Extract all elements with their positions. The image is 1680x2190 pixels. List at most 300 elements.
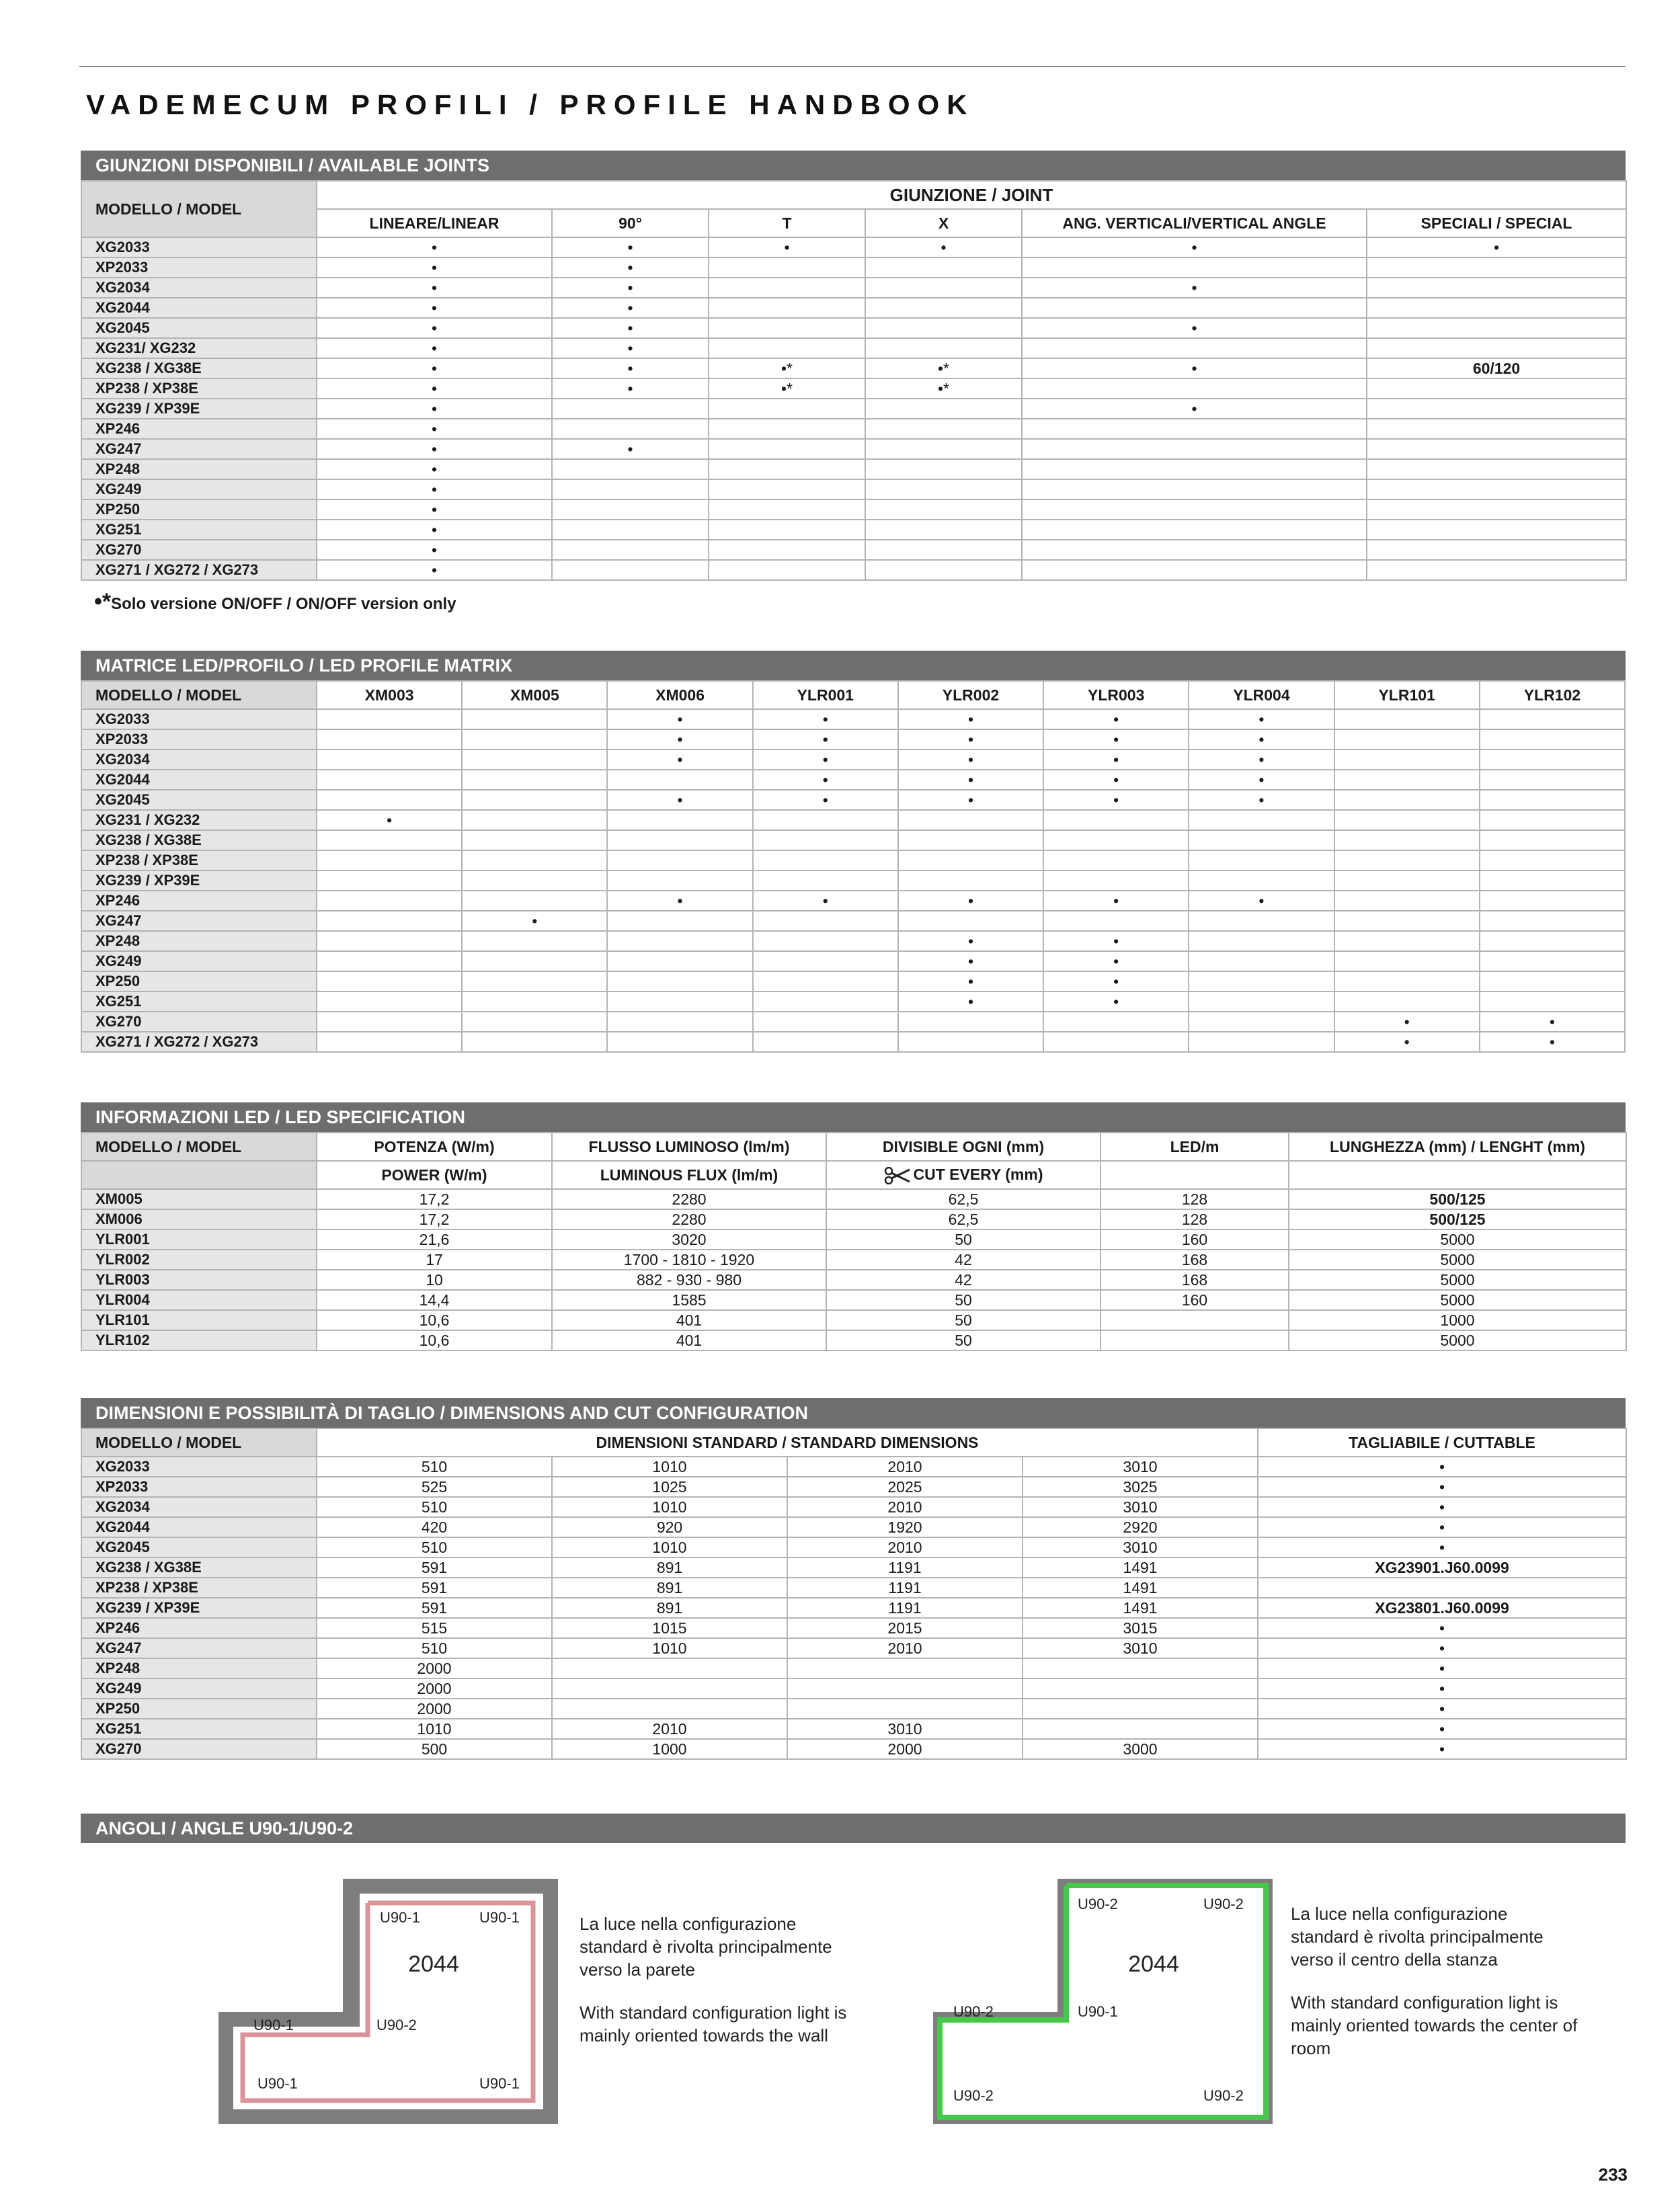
dim-cell: 3010	[1023, 1638, 1258, 1658]
dim-cell: 591	[317, 1578, 552, 1598]
matrix-cell	[462, 830, 607, 850]
row-model: XG2044	[81, 770, 317, 790]
matrix-cell	[753, 971, 898, 991]
joint-cell	[709, 459, 865, 479]
matrix-cell	[898, 830, 1043, 850]
matrix-cell: •	[1189, 770, 1334, 790]
row-model: YLR101	[81, 1310, 317, 1330]
led-cell: 42	[826, 1250, 1101, 1270]
matrix-cell	[462, 729, 607, 749]
matrix-cell: •	[1043, 770, 1189, 790]
led-cell: 62,5	[826, 1209, 1101, 1229]
matrix-cell	[1189, 971, 1334, 991]
led-cell: 1000	[1289, 1310, 1626, 1330]
joint-cell	[552, 459, 709, 479]
dim-cell: 891	[552, 1578, 787, 1598]
matrix-cell	[462, 749, 607, 770]
cut-cell: •	[1258, 1678, 1626, 1699]
joint-cell	[1367, 540, 1626, 560]
dim-cell: 591	[317, 1557, 552, 1578]
joint-cell: •	[1022, 237, 1367, 257]
joints-heading: GIUNZIONI DISPONIBILI / AVAILABLE JOINTS	[81, 151, 1626, 180]
matrix-cell: •	[753, 790, 898, 810]
row-model: XM005	[81, 1189, 317, 1209]
led-col-flux-en: LUMINOUS FLUX (lm/m)	[552, 1161, 826, 1189]
dim-cell: 2000	[317, 1678, 552, 1699]
row-model: XG2044	[81, 1517, 317, 1537]
matrix-cell	[1480, 891, 1625, 911]
dim-model-header: MODELLO / MODEL	[81, 1428, 317, 1457]
fig2-label-br: U90-2	[1203, 2087, 1244, 2104]
joint-cell: •	[317, 278, 552, 298]
fig1-text-it: La luce nella configurazione standard è rivolta principalmente verso la parete	[579, 1914, 832, 1980]
matrix-cell: •	[607, 891, 752, 911]
table-row	[81, 419, 1626, 439]
matrix-cell	[1043, 1012, 1189, 1032]
matrix-cell	[1480, 810, 1625, 830]
table-row	[81, 399, 1626, 419]
matrix-cell	[1043, 911, 1189, 931]
matrix-cell	[1334, 971, 1480, 991]
cut-cell: •	[1258, 1719, 1626, 1739]
table-row	[81, 338, 1626, 358]
joint-cell	[865, 560, 1022, 580]
matrix-cell	[462, 971, 607, 991]
cut-cell: •	[1258, 1477, 1626, 1497]
dimensions-heading: DIMENSIONI E POSSIBILITÀ DI TAGLIO / DIMENSIONS AND CUT CONFIGURATION	[81, 1398, 1626, 1428]
table-row	[81, 378, 1626, 399]
joint-cell	[865, 479, 1022, 499]
dim-cell: 1191	[787, 1557, 1023, 1578]
led-cell: 62,5	[826, 1189, 1101, 1209]
dim-cell: 891	[552, 1598, 787, 1618]
matrix-cell	[898, 850, 1043, 870]
table-row	[81, 729, 1625, 749]
joint-cell	[709, 318, 865, 338]
dim-cell: 1010	[552, 1457, 787, 1477]
table-row	[81, 1699, 1626, 1719]
matrix-cell	[1189, 850, 1334, 870]
table-row	[81, 499, 1626, 520]
joint-cell: •	[1022, 278, 1367, 298]
row-model: XP2033	[81, 729, 317, 749]
matrix-cell: •	[607, 709, 752, 729]
joints-body	[81, 237, 1626, 580]
dimensions-table	[81, 1428, 1627, 1760]
row-model: XP248	[81, 459, 317, 479]
joint-cell	[709, 560, 865, 580]
matrix-model-header: MODELLO / MODEL	[81, 681, 317, 709]
matrix-cell: •	[898, 971, 1043, 991]
matrix-cell	[753, 850, 898, 870]
joints-table	[81, 180, 1627, 581]
table-row	[81, 749, 1625, 770]
dim-cell: 2025	[787, 1477, 1023, 1497]
matrix-cell: •	[753, 770, 898, 790]
led-cell: 10,6	[317, 1310, 552, 1330]
row-model: YLR001	[81, 1229, 317, 1250]
joint-cell: •	[317, 298, 552, 318]
scissors-icon	[884, 1167, 911, 1184]
led-col-ledm: LED/m	[1101, 1133, 1289, 1161]
matrix-heading: MATRICE LED/PROFILO / LED PROFILE MATRIX	[81, 651, 1626, 680]
joint-cell	[709, 540, 865, 560]
joint-cell	[865, 439, 1022, 459]
matrix-cell: •	[607, 729, 752, 749]
dim-cell: 510	[317, 1497, 552, 1517]
joint-cell	[1022, 419, 1367, 439]
matrix-cell	[462, 810, 607, 830]
matrix-cell	[1189, 951, 1334, 971]
dim-cell: 920	[552, 1517, 787, 1537]
joint-cell: •*	[865, 358, 1022, 378]
dim-cell: 3025	[1023, 1477, 1258, 1497]
joint-cell	[1367, 479, 1626, 499]
dim-cell: 1010	[552, 1638, 787, 1658]
joint-cell: •	[317, 479, 552, 499]
joint-cell	[1367, 257, 1626, 278]
matrix-cell	[607, 991, 752, 1012]
matrix-cell: •	[1189, 729, 1334, 749]
row-model: XG270	[81, 540, 317, 560]
matrix-cell	[753, 991, 898, 1012]
table-row	[81, 1557, 1626, 1578]
led-col-cut-en-label: CUT EVERY (mm)	[913, 1166, 1043, 1184]
dim-cell: 2015	[787, 1618, 1023, 1638]
joint-cell	[552, 499, 709, 520]
led-cell: 14,4	[317, 1290, 552, 1310]
matrix-cell: •	[898, 931, 1043, 951]
row-model: XG247	[81, 911, 317, 931]
joint-cell	[552, 540, 709, 560]
table-row	[81, 991, 1625, 1012]
joints-col-header: T	[709, 209, 865, 237]
table-row	[81, 1658, 1626, 1678]
dim-cell: 2010	[787, 1457, 1023, 1477]
row-model: XP2033	[81, 1477, 317, 1497]
table-row	[81, 1678, 1626, 1699]
led-cell: 50	[826, 1290, 1101, 1310]
matrix-cell: •	[753, 749, 898, 770]
joint-cell: •	[1367, 237, 1626, 257]
dim-cell	[787, 1699, 1023, 1719]
table-row	[81, 1229, 1626, 1250]
led-cell: 10,6	[317, 1330, 552, 1350]
page-title: VADEMECUM PROFILI / PROFILE HANDBOOK	[86, 89, 975, 120]
row-model: XG238 / XG38E	[81, 830, 317, 850]
table-row	[81, 1032, 1625, 1052]
matrix-cell	[1480, 911, 1625, 931]
led-cell: 5000	[1289, 1250, 1626, 1270]
table-row	[81, 891, 1625, 911]
matrix-cell	[1334, 770, 1480, 790]
matrix-cell	[462, 991, 607, 1012]
matrix-body	[81, 709, 1625, 1052]
matrix-cell: •	[1480, 1032, 1625, 1052]
matrix-cell: •	[898, 770, 1043, 790]
row-model: XP238 / XP38E	[81, 1578, 317, 1598]
joint-cell	[865, 459, 1022, 479]
fig2-label-tl: U90-2	[1078, 1896, 1118, 1912]
matrix-cell	[898, 870, 1043, 891]
matrix-cell: •	[1043, 709, 1189, 729]
row-model: XP238 / XP38E	[81, 850, 317, 870]
cut-cell: •	[1258, 1457, 1626, 1477]
matrix-cell	[462, 870, 607, 891]
dim-cell: 1191	[787, 1598, 1023, 1618]
matrix-cell: •	[1189, 891, 1334, 911]
led-cell: 168	[1101, 1250, 1289, 1270]
matrix-cell: •	[898, 991, 1043, 1012]
matrix-cell: •	[1043, 891, 1189, 911]
led-cell: 401	[552, 1310, 826, 1330]
fig2-label-tr: U90-2	[1203, 1896, 1244, 1912]
dim-cell: 891	[552, 1557, 787, 1578]
dim-cell: 1010	[552, 1497, 787, 1517]
matrix-cell	[898, 1012, 1043, 1032]
dim-cut-header: TAGLIABILE / CUTTABLE	[1258, 1428, 1626, 1457]
angle-u90-1-figure	[218, 1879, 558, 2124]
led-cell: 21,6	[317, 1229, 552, 1250]
led-cell: 1585	[552, 1290, 826, 1310]
matrix-cell	[317, 911, 462, 931]
joint-cell	[1022, 338, 1367, 358]
matrix-cell	[753, 1012, 898, 1032]
row-model: XG2033	[81, 237, 317, 257]
matrix-cell	[1480, 830, 1625, 850]
fig1-label-bl: U90-1	[257, 2075, 298, 2092]
dim-cell: 3010	[787, 1719, 1023, 1739]
table-row	[81, 830, 1625, 850]
table-row	[81, 1457, 1626, 1477]
cut-cell	[1258, 1578, 1626, 1598]
joint-cell: •	[317, 358, 552, 378]
row-model: XM006	[81, 1209, 317, 1229]
row-model: XG2034	[81, 749, 317, 770]
matrix-cell	[462, 770, 607, 790]
row-model: XG247	[81, 1638, 317, 1658]
joint-cell	[552, 560, 709, 580]
led-cell: 500/125	[1289, 1209, 1626, 1229]
row-model: XG238 / XG38E	[81, 358, 317, 378]
table-row	[81, 318, 1626, 338]
dim-cell: 2010	[787, 1638, 1023, 1658]
matrix-cell	[1043, 830, 1189, 850]
joints-group-header: GIUNZIONE / JOINT	[317, 181, 1626, 209]
joint-cell	[552, 479, 709, 499]
table-row	[81, 1638, 1626, 1658]
matrix-cell: •	[1189, 790, 1334, 810]
row-model: XG2034	[81, 1497, 317, 1517]
joint-cell	[1367, 560, 1626, 580]
joints-section	[81, 151, 1626, 615]
matrix-cell	[317, 1012, 462, 1032]
joint-cell: •	[1022, 358, 1367, 378]
joint-cell	[1367, 419, 1626, 439]
matrix-cell: •	[1334, 1032, 1480, 1052]
joint-cell: •	[1022, 318, 1367, 338]
dim-cell	[787, 1658, 1023, 1678]
joint-cell: •	[552, 439, 709, 459]
matrix-cell: •	[1480, 1012, 1625, 1032]
matrix-cell: •	[1043, 971, 1189, 991]
table-row	[81, 850, 1625, 870]
joint-cell: •	[317, 560, 552, 580]
row-model: XG249	[81, 1678, 317, 1699]
joint-cell: •	[552, 378, 709, 399]
table-row	[81, 931, 1625, 951]
row-model: YLR003	[81, 1270, 317, 1290]
fig2-text-en: With standard configuration light is mainly oriented towards the center of room	[1291, 1992, 1578, 2058]
joint-cell	[709, 419, 865, 439]
matrix-cell	[462, 951, 607, 971]
row-model: XG247	[81, 439, 317, 459]
matrix-cell	[1480, 709, 1625, 729]
row-model: XG2045	[81, 1537, 317, 1557]
matrix-cell	[1480, 850, 1625, 870]
matrix-cell: •	[1334, 1012, 1480, 1032]
table-row	[81, 1739, 1626, 1759]
table-row	[81, 709, 1625, 729]
matrix-cell	[607, 830, 752, 850]
dim-cell: 510	[317, 1537, 552, 1557]
joint-cell: •	[317, 399, 552, 419]
led-cell: 42	[826, 1270, 1101, 1290]
led-cell: 160	[1101, 1290, 1289, 1310]
dim-cell: 3010	[1023, 1457, 1258, 1477]
matrix-cell	[317, 951, 462, 971]
led-cell: 3020	[552, 1229, 826, 1250]
joint-cell: •	[317, 439, 552, 459]
led-cell: 1700 - 1810 - 1920	[552, 1250, 826, 1270]
matrix-cell	[317, 891, 462, 911]
led-spec-table	[81, 1132, 1627, 1351]
matrix-cell	[317, 991, 462, 1012]
row-model: XP250	[81, 499, 317, 520]
dim-cell: 1010	[317, 1719, 552, 1739]
joint-cell: •	[552, 257, 709, 278]
matrix-cell	[1334, 709, 1480, 729]
row-model: XG270	[81, 1012, 317, 1032]
led-cell: 500/125	[1289, 1189, 1626, 1209]
matrix-col-header: YLR102	[1480, 681, 1625, 709]
table-row	[81, 1497, 1626, 1517]
matrix-cell	[753, 830, 898, 850]
dim-std-header: DIMENSIONI STANDARD / STANDARD DIMENSIONS	[317, 1428, 1258, 1457]
row-model: XG231/ XG232	[81, 338, 317, 358]
matrix-cell: •	[607, 749, 752, 770]
dim-cell: 2010	[787, 1497, 1023, 1517]
dim-cell: 3010	[1023, 1497, 1258, 1517]
joint-cell	[1367, 520, 1626, 540]
row-model: XG249	[81, 951, 317, 971]
row-model: XG239 / XP39E	[81, 399, 317, 419]
matrix-cell	[462, 891, 607, 911]
led-cell: 50	[826, 1229, 1101, 1250]
table-row	[81, 1330, 1626, 1350]
joint-cell	[865, 257, 1022, 278]
matrix-cell	[1189, 931, 1334, 951]
row-model: XG239 / XP39E	[81, 1598, 317, 1618]
row-model: XP238 / XP38E	[81, 378, 317, 399]
cut-cell: XG23901.J60.0099	[1258, 1557, 1626, 1578]
matrix-cell	[607, 810, 752, 830]
joint-cell	[709, 439, 865, 459]
dim-cell: 1015	[552, 1618, 787, 1638]
table-row	[81, 1477, 1626, 1497]
matrix-cell	[317, 790, 462, 810]
table-row	[81, 1209, 1626, 1229]
led-model-header: MODELLO / MODEL	[81, 1133, 317, 1161]
led-cell: 17	[317, 1250, 552, 1270]
row-model: XG270	[81, 1739, 317, 1759]
dim-cell: 515	[317, 1618, 552, 1638]
matrix-cell	[1043, 1032, 1189, 1052]
row-model: XG271 / XG272 / XG273	[81, 560, 317, 580]
matrix-cell	[898, 810, 1043, 830]
dim-cell: 1491	[1023, 1557, 1258, 1578]
joints-model-header: MODELLO / MODEL	[81, 181, 317, 237]
matrix-cell: •	[317, 810, 462, 830]
led-cell: 5000	[1289, 1290, 1626, 1310]
joint-cell: •	[552, 358, 709, 378]
led-spec-body	[81, 1189, 1626, 1350]
fig2-label-bl: U90-2	[953, 2087, 994, 2104]
matrix-table	[81, 680, 1626, 1053]
cut-cell: •	[1258, 1497, 1626, 1517]
table-row	[81, 1578, 1626, 1598]
matrix-cell	[317, 931, 462, 951]
dim-cell	[1023, 1699, 1258, 1719]
matrix-cell	[1189, 1012, 1334, 1032]
matrix-cell	[1480, 931, 1625, 951]
dim-cell: 2000	[317, 1658, 552, 1678]
joint-cell	[552, 520, 709, 540]
matrix-cell	[607, 911, 752, 931]
dim-cell: 510	[317, 1457, 552, 1477]
joint-cell	[709, 278, 865, 298]
matrix-cell: •	[1043, 749, 1189, 770]
dim-cell: 2010	[787, 1537, 1023, 1557]
led-cell	[1101, 1330, 1289, 1350]
joint-cell	[865, 318, 1022, 338]
matrix-cell	[753, 870, 898, 891]
matrix-col-header: YLR001	[753, 681, 898, 709]
row-model: XG239 / XP39E	[81, 870, 317, 891]
matrix-cell	[753, 810, 898, 830]
dimensions-body	[81, 1457, 1626, 1759]
matrix-cell: •	[898, 951, 1043, 971]
matrix-cell	[1334, 810, 1480, 830]
row-model: YLR002	[81, 1250, 317, 1270]
row-model: XG2033	[81, 709, 317, 729]
dim-cell: 1000	[552, 1739, 787, 1759]
matrix-cell: •	[898, 790, 1043, 810]
row-model: XG2033	[81, 1457, 317, 1477]
matrix-cell	[1480, 770, 1625, 790]
dim-cell: 420	[317, 1517, 552, 1537]
matrix-cell: •	[1043, 951, 1189, 971]
table-row	[81, 1537, 1626, 1557]
fig2-description	[1291, 1902, 1580, 2080]
cut-cell: •	[1258, 1618, 1626, 1638]
joints-footnote	[81, 589, 1626, 615]
row-model: XG238 / XG38E	[81, 1557, 317, 1578]
led-cell: 50	[826, 1310, 1101, 1330]
joint-cell	[1022, 520, 1367, 540]
led-cell: 17,2	[317, 1209, 552, 1229]
led-cell: 2280	[552, 1189, 826, 1209]
